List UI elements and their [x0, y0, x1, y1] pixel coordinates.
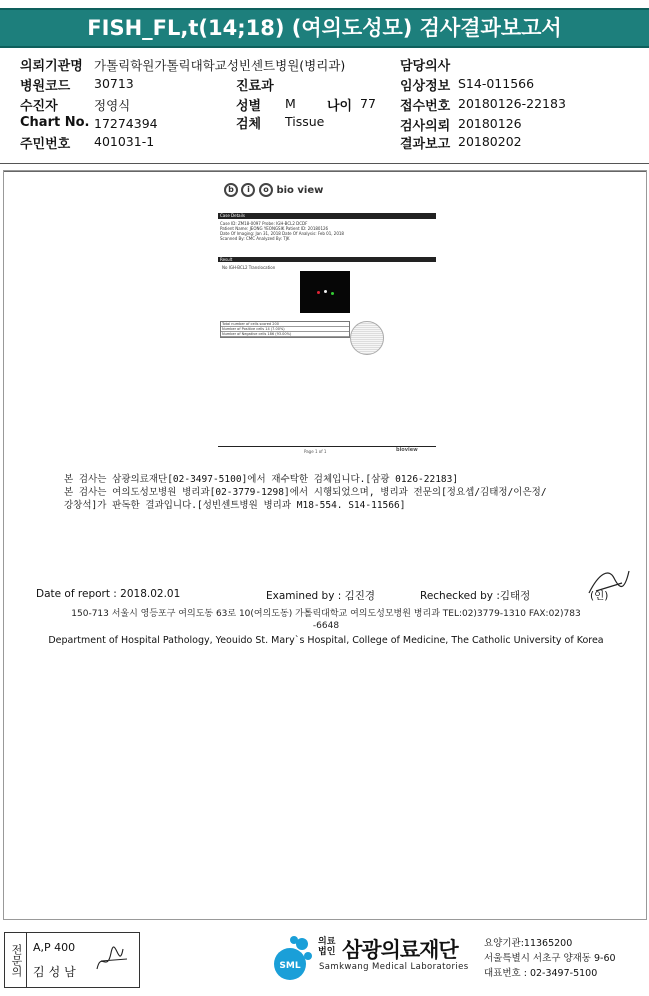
mini-row: Patient Name: JEONG YEONGSIK Patient ID: 20180126 — [220, 226, 329, 231]
seal-mark: (인) — [590, 590, 609, 602]
age-label: 나이 — [327, 99, 353, 114]
clinical-label: 임상정보 — [400, 79, 451, 94]
signature-icon — [93, 943, 133, 979]
sex-value: M — [285, 96, 296, 111]
resident-value: 401031-1 — [94, 134, 155, 149]
note-line: 본 검사는 여의도성모병원 병리과[02-3779-1298]에서 시행되었으며, 병리과 전문의[정요셉/김태정/이은정/ — [64, 487, 547, 498]
institution-label: 의뢰기관명 — [20, 59, 83, 74]
note-line: 강창석]가 판독한 결과입니다.[성빈센트병원 병리과 M18-554. S14-11566] — [64, 500, 406, 511]
patient-label: 수진자 — [20, 99, 58, 114]
address-line: -6648 — [312, 621, 340, 631]
department-name: Department of Hospital Pathology, Yeouido St. Mary`s Hospital, College of Medicine, The Catholic University of Korea — [48, 635, 604, 646]
bioview-logo — [224, 183, 323, 197]
sml-name: 삼광의료재단 — [342, 938, 458, 962]
fusion-signal-icon — [324, 290, 327, 293]
mini-case-details — [220, 221, 434, 241]
mini-table-row: Total number of cells scored 200 — [221, 322, 349, 327]
report-body — [3, 170, 647, 920]
chart-label: Chart No. — [20, 115, 90, 130]
fish-microscopy-image — [300, 271, 350, 313]
receipt-label: 접수번호 — [400, 99, 451, 114]
sml-logo-text: SML — [279, 961, 301, 971]
receipt-value: 20180126-22183 — [458, 96, 566, 111]
mini-row: Scanned By: CMC Analyzed By: TJK — [220, 236, 290, 241]
hospital-code-value: 30713 — [94, 76, 134, 91]
hospital-address — [4, 608, 648, 632]
mini-probe-result: No IGH-BCL2 Translocation — [222, 265, 276, 270]
divider — [4, 171, 646, 172]
sml-info-line: 대표번호 : 02-3497-5100 — [484, 968, 598, 979]
report-notes — [64, 473, 584, 512]
mini-table-row: Number of Negative cells 186 (93.00%) — [221, 332, 349, 337]
mini-page-number: Page 1 of 1 — [304, 449, 327, 454]
request-label: 검사의뢰 — [400, 119, 451, 134]
age-value: 77 — [360, 96, 376, 111]
embedded-fish-report — [218, 213, 436, 343]
result-value: 20180202 — [458, 134, 522, 149]
mini-row: Date Of Imaging: Jan 31, 2018 Date Of Analysis: Feb 01, 2018 — [220, 231, 344, 236]
clinical-value: S14-011566 — [458, 76, 535, 91]
mini-section-bar: Case Details — [218, 213, 436, 219]
examined-by: Examined by : 김진경 — [266, 590, 376, 602]
specialist-stamp — [4, 932, 140, 988]
sml-info-line: 요양기관:11365200 — [484, 938, 573, 949]
logo-circle-icon: b — [224, 183, 238, 197]
date-of-report: Date of report : 2018.02.01 — [36, 588, 181, 600]
institution-value: 가톨릭학원가톨릭대학교성빈센트병원(병리과) — [94, 58, 346, 73]
stamp-license: A,P 400 — [33, 941, 76, 954]
mini-cell-count-table — [220, 321, 350, 338]
rechecked-by: Rechecked by :김태정 — [420, 590, 531, 602]
stamp-side-label: 전문의 — [5, 933, 27, 987]
stamp-name: 김성남 — [33, 965, 80, 979]
hospital-code-label: 병원코드 — [20, 79, 71, 94]
logo-circle-icon: i — [241, 183, 255, 197]
dept-label: 진료과 — [236, 79, 274, 94]
signature-icon — [584, 563, 634, 603]
mini-bioview-logo: bioview — [396, 447, 418, 453]
address-line: 150-713 서울시 영등포구 여의도동 63로 10(여의도동) 가톨릭대학교 여의도성모병원 병리과 TEL:02)3779-1310 FAX:02)783 — [71, 609, 581, 619]
resident-label: 주민번호 — [20, 137, 71, 152]
specimen-value: Tissue — [285, 114, 325, 129]
logo-circle-icon: o — [259, 183, 273, 197]
patient-value: 정영식 — [94, 98, 131, 113]
mini-row: Case ID: ZM18-0097 Probe: IGH-BCL2 DCDF — [220, 221, 308, 226]
doctor-label: 담당의사 — [400, 59, 451, 74]
bioview-logo-text: bio view — [276, 185, 324, 196]
red-signal-icon — [317, 291, 320, 294]
sml-corp-label: 의료법인 — [318, 937, 336, 957]
report-title: FISH_FL,t(14;18) (여의도성모) 검사결과보고서 — [0, 8, 649, 48]
mini-section-bar: Result — [218, 257, 436, 262]
sml-english-name: Samkwang Medical Laboratories — [319, 962, 469, 972]
sex-label: 성별 — [236, 99, 262, 114]
sml-info-line: 서울특별시 서초구 양재동 9-60 — [484, 953, 616, 964]
chart-value: 17274394 — [94, 116, 158, 131]
footer — [0, 926, 649, 996]
specimen-label: 검체 — [236, 117, 262, 132]
patient-info-block — [0, 50, 649, 164]
green-signal-icon — [331, 292, 334, 295]
sml-logo-icon — [268, 934, 316, 982]
sml-contact-info — [484, 936, 616, 981]
note-line: 본 검사는 삼광의료재단[02-3497-5100]에서 재수탁한 검체입니다.[삼광 0126-22183] — [64, 474, 459, 485]
mini-pie-chart-icon — [350, 321, 384, 355]
mini-table-row: Number of Positive cells 14 (7.00%) — [221, 327, 349, 332]
request-value: 20180126 — [458, 116, 522, 131]
result-label: 결과보고 — [400, 137, 451, 152]
